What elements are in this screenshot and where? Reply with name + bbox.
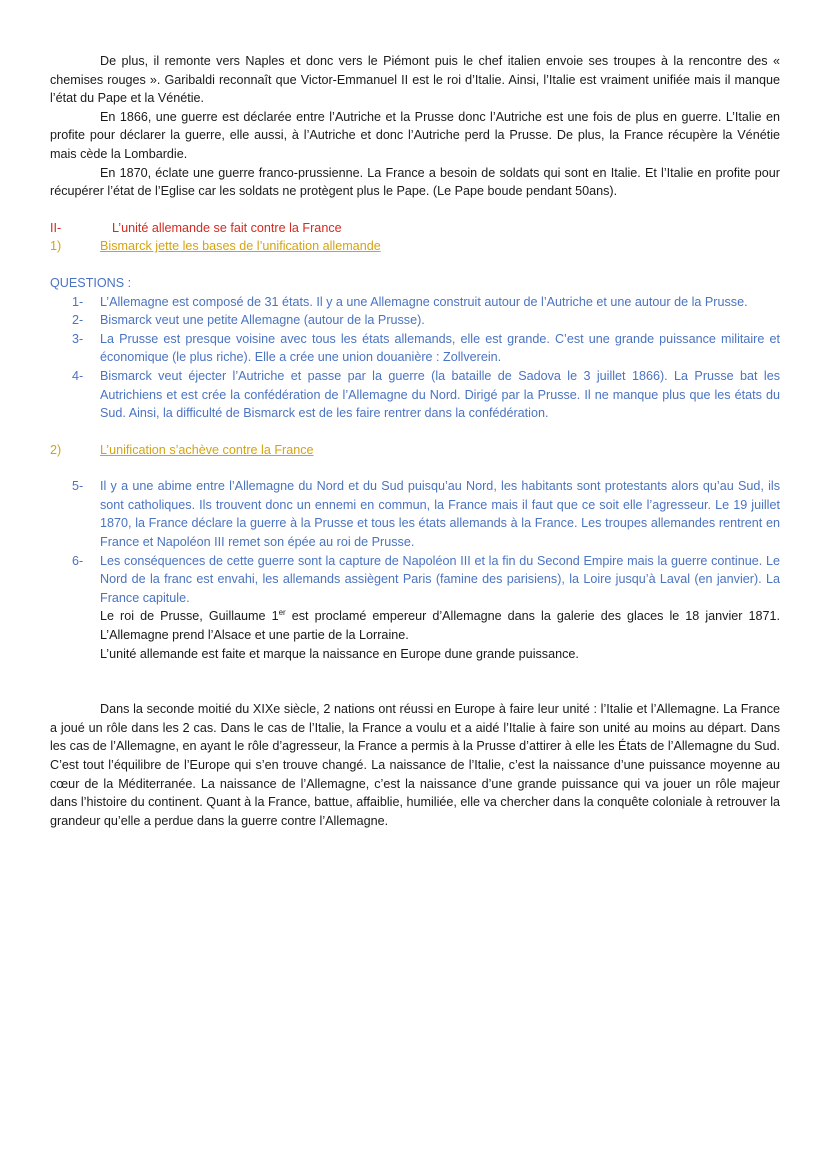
intro-paragraph-1: De plus, il remonte vers Naples et donc vers le Piémont puis le chef italien envoie ses troupes à la rencontre des « chemises rouges ». Garibaldi reconnaît que Victor-Emmanuel II est le roi d’Italie. Ainsi, l’Italie est vraiment unifiée mais il manque l’état du Pape et la Vénétie. (50, 54, 780, 106)
subsection-heading-1 (50, 237, 780, 256)
question-item (50, 552, 780, 608)
continuation-text: Le roi de Prusse, Guillaume 1 (100, 609, 279, 624)
subsection-number: 2) (50, 442, 62, 457)
question-text: L’Allemagne est composé de 31 états. Il y a une Allemagne construit autour de l’Autriche et une autour de la Prusse. (100, 294, 748, 309)
subsection-number: 1) (50, 239, 62, 254)
question-number: 6- (72, 553, 84, 568)
question-item (50, 311, 780, 330)
question-item (50, 367, 780, 423)
ordinal-superscript: er (278, 608, 286, 618)
document-page (50, 52, 780, 830)
questions-block (50, 274, 780, 608)
subsection-heading-2 (50, 441, 780, 460)
question-item (50, 293, 780, 312)
continuation-paragraph-2: L’unité allemande est faite et marque la naissance en Europe dune grande puissance. (100, 646, 579, 661)
question-text: Bismarck veut une petite Allemagne (autour de la Prusse). (100, 313, 425, 328)
section-number: II- (50, 220, 62, 235)
question-number: 3- (72, 331, 84, 346)
question-text: Bismarck veut éjecter l’Autriche et passe par la guerre (la bataille de Sadova le 3 juillet 1866). La Prusse bat les Autrichiens et est crée la confédération de l’Allemagne du Nord. Dirigé par la Prusse. Il ne manque plus que les états du Sud. Ainsi, la difficulté de Bismarck est de les faire rentrer dans la confédération. (100, 368, 780, 421)
question-number: 2- (72, 313, 84, 328)
questions-label: QUESTIONS : (50, 275, 132, 290)
section-heading-2 (50, 219, 780, 238)
intro-paragraph-2: En 1866, une guerre est déclarée entre l’Autriche et la Prusse donc l’Autriche est une fois de plus en guerre. L’Italie en profite pour déclarer la guerre, elle aussi, à l’Autriche et donc l’Autriche perd la Prusse. De plus, la France récupère la Vénétie mais cède la Lombardie. (50, 109, 780, 161)
question-number: 1- (72, 294, 84, 309)
conclusion-paragraph: Dans la seconde moitié du XIXe siècle, 2 nations ont réussi en Europe à faire leur unité : l’Italie et l’Allemagne. La France a joué un rôle dans les 2 cas. Dans le cas de l’Italie, la France a voulu et a aidé l’Italie à faire son unité au moins au départ. Dans les cas de l’Allemagne, en ayant le rôle d’agresseur, la France a permis à la Prusse d’attirer à elle les États de l’Allemagne du Sud. C’est tout l’équilibre de l’Europe qui s’en trouve changé. La naissance de l’Italie, c’est la naissance d’une puissance moyenne au cœur de la Méditerranée. La naissance de l’Allemagne, c’est la naissance d’une grande puissance qui va jouer un rôle majeur dans l’histoire du continent. Quant à la France, battue, affaiblie, humiliée, elle va chercher dans la conquête coloniale à retrouver la grandeur qu’elle a perdue dans la guerre contre l’Allemagne. (50, 702, 780, 828)
question-number: 5- (72, 479, 84, 494)
subsection-title: L’unification s’achève contre la France (100, 442, 314, 457)
question-item (50, 477, 780, 551)
continuation-text: est proclamé empereur d’Allemagne dans la galerie des glaces le 18 janvier 1871. L’Allemagne prend l’Alsace et une partie de la Lorraine. (100, 609, 780, 643)
question-number: 4- (72, 368, 84, 383)
subsection-title: Bismarck jette les bases de l’unification allemande (100, 239, 381, 254)
question-text: Il y a une abime entre l’Allemagne du Nord et du Sud puisqu’au Nord, les habitants sont protestants alors qu’au Sud, ils sont catholiques. Ils trouvent donc un ennemi en commun, la France mais il faut que ce soit elle l’agresseur. Le 19 juillet 1870, la France déclare la guerre à la Prusse et tous les états allemands à la France. Les troupes allemandes rentrent en France et Napoléon III remet son épée au roi de Prusse. (100, 479, 780, 550)
continuation-paragraph-1 (50, 607, 780, 644)
question-text: La Prusse est presque voisine avec tous les états allemands, elle est grande. C’est une grande puissance militaire et économique (le plus riche). Elle a crée une union douanière : Zollverein. (100, 331, 780, 365)
section-title: L’unité allemande se fait contre la France (112, 220, 342, 235)
question-text: Les conséquences de cette guerre sont la capture de Napoléon III et la fin du Second Empire mais la guerre continue. Le Nord de la franc est envahi, les allemands assiègent Paris (famine des parisiens), la Loire jusqu’à Laval (en janvier). La France capitule. (100, 553, 780, 605)
question-item (50, 330, 780, 367)
intro-paragraph-3: En 1870, éclate une guerre franco-prussienne. La France a besoin de soldats qui sont en Italie. Et l’Italie en profite pour récupérer l’état de l’Eglise car les soldats ne protègent plus le Pape. (Le Pape boude pendant 50ans). (50, 165, 780, 199)
